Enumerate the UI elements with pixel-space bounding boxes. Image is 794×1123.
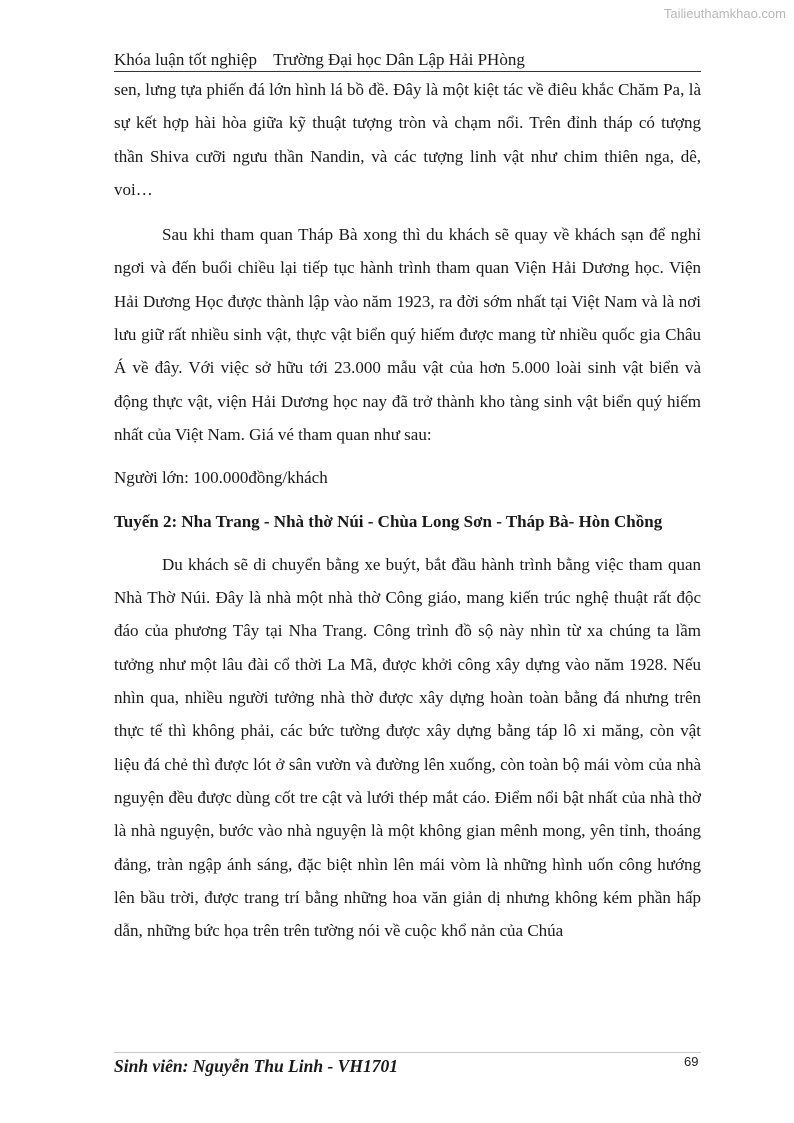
header-doc-type: Khóa luận tốt nghiệp — [114, 50, 258, 69]
paragraph-oceanography-institute: Sau khi tham quan Tháp Bà xong thì du khách sẽ quay về khách sạn để nghỉ ngơi và đến buổi chiều lại tiếp tục hành trình tham quan Viện Hải Dương học. Viện Hải Dương Học được thành lập vào năm 1923, ra đời sớm nhất tại Việt Nam và là nơi lưu giữ rất nhiều sinh vật, thực vật biển quý hiếm được mang từ nhiều quốc gia Châu Á về đây. Với việc sở hữu tới 23.000 mẫu vật của hơn 5.000 loài sinh vật biển và động thực vật, viện Hải Dương học nay đã trở thành kho tàng sinh vật biển quý hiếm nhất của Việt Nam. Giá vé tham quan như sau: — [114, 225, 701, 444]
page-number: 69 — [684, 1054, 699, 1069]
route-heading: Tuyến 2: Nha Trang - Nhà thờ Núi - Chùa Long Sơn - Tháp Bà- Hòn Chồng — [114, 511, 663, 531]
ticket-price-line: Người lớn: 100.000đồng/khách — [114, 468, 328, 488]
footer-student: Sinh viên: Nguyễn Thu Linh - VH1701 — [114, 1056, 398, 1076]
footer-divider — [114, 1052, 701, 1053]
header-school: Trường Đại học Dân Lập Hải PHòng — [273, 50, 525, 69]
page-body — [114, 73, 701, 947]
watermark: Tailieuthamkhao.com — [663, 6, 786, 21]
paragraph-mountain-church: Du khách sẽ di chuyển bằng xe buýt, bắt đầu hành trình bằng việc tham quan Nhà Thờ Núi. Đây là nhà một nhà thờ Công giáo, mang kiến trúc nghệ thuật rất độc đáo của phương Tây tại Nha Trang. Công trình đồ sộ này nhìn từ xa chúng ta lầm tưởng như một lâu đài cổ thời La Mã, được khởi công xây dựng vào năm 1928. Nếu nhìn qua, nhiều người tưởng nhà thờ được xây dựng hoàn toàn bằng đá nhưng trên thực tế thì không phải, các bức tường được xây dựng bằng táp lô xi măng, còn vật liệu đá chẻ thì được lót ở sân vườn và đường lên xuống, còn toàn bộ mái vòm của nhà nguyện đều được dùng cốt tre cật và lưới thép mắt cáo. Điểm nổi bật nhất của nhà thờ là nhà nguyện, bước vào nhà nguyện là một không gian mênh mong, yên tỉnh, thoáng đảng, tràn ngập ánh sáng, đặc biệt nhìn lên mái vòm là những hình uốn công hướng lên bầu trời, được trang trí bằng những hoa văn giản dị nhưng không kém phần hấp dẫn, những bức họa trên trên tường nói về cuộc khổ nản của Chúa — [114, 554, 701, 941]
page-header — [114, 50, 701, 72]
paragraph-tower-description: sen, lưng tựa phiến đá lớn hình lá bồ đề. Đây là một kiệt tác về điêu khắc Chăm Pa, là sự kết hợp hài hòa giữa kỹ thuật tượng tròn và chạm nổi. Trên đỉnh tháp có tượng thần Shiva cưỡi ngưu thần Nandin, và các tượng linh vật như chim thiên nga, dê, voi… — [114, 80, 701, 199]
